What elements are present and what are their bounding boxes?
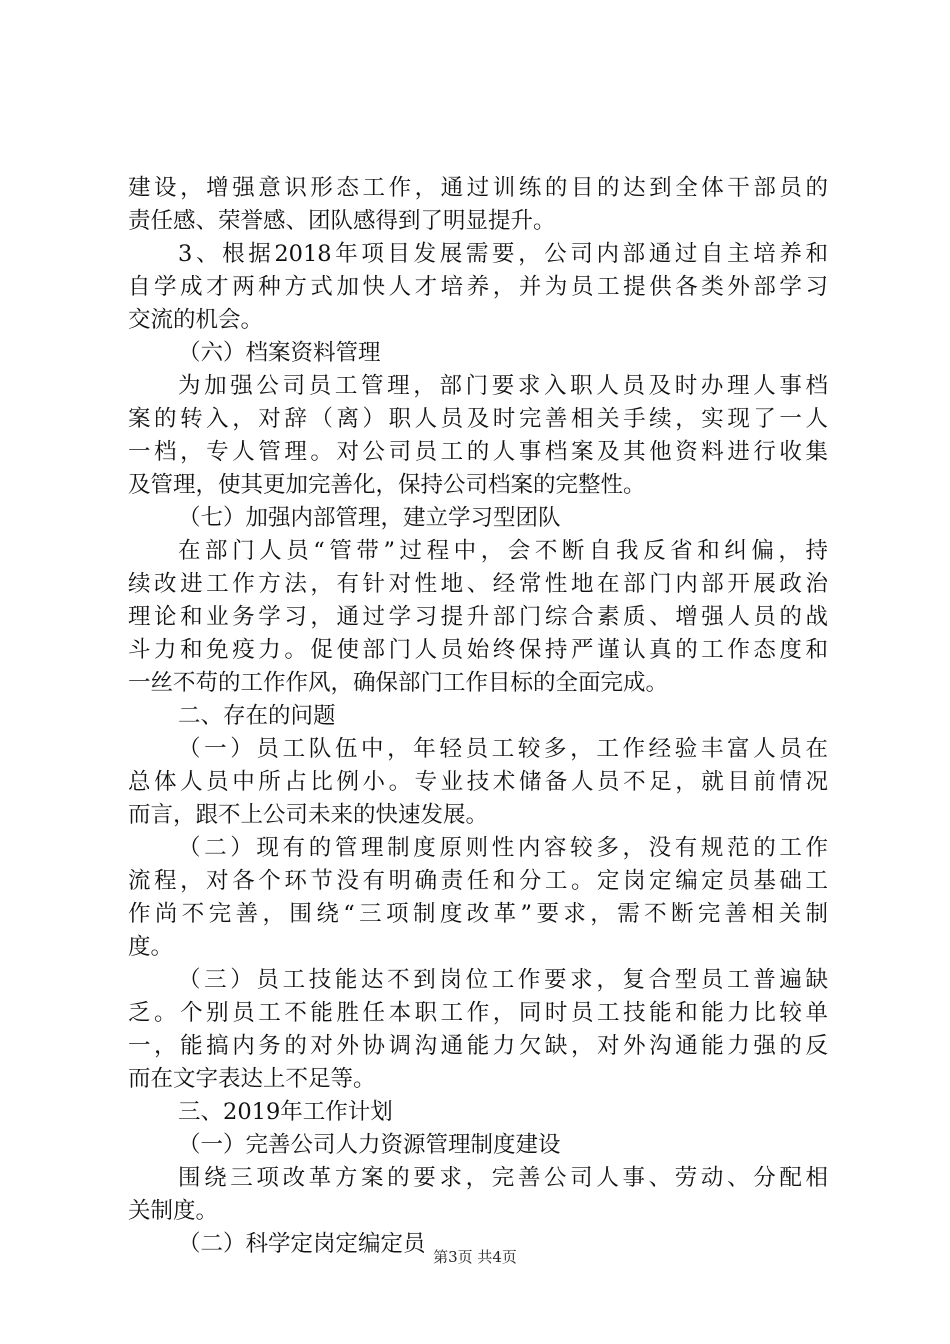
text-line: 斗力和免疫力。促使部门人员始终保持严谨认真的工作态度和	[128, 637, 828, 663]
text-line: 一，能搞内务的对外协调沟通能力欠缺，对外沟通能力强的反	[128, 1033, 828, 1059]
text-line: （六）档案资料管理	[178, 340, 381, 366]
text-line: （一）员工队伍中，年轻员工较多，工作经验丰富人员在	[178, 736, 828, 762]
text-line: 责任感、荣誉感、团队感得到了明显提升。	[128, 208, 556, 234]
text-line: （二）现有的管理制度原则性内容较多，没有规范的工作	[178, 835, 828, 861]
text-line: 为加强公司员工管理，部门要求入职人员及时办理人事档	[178, 373, 828, 399]
text-line: （二）科学定岗定编定员	[178, 1231, 426, 1257]
text-line: 度。	[128, 934, 174, 960]
text-line: 三、2019年工作计划	[178, 1099, 393, 1125]
text-line: 理论和业务学习，通过学习提升部门综合素质、增强人员的战	[128, 604, 828, 630]
text-line: 乏。个别员工不能胜任本职工作，同时员工技能和能力比较单	[128, 1000, 828, 1026]
text-line: 流程，对各个环节没有明确责任和分工。定岗定编定员基础工	[128, 868, 828, 894]
document-body	[128, 172, 828, 1261]
text-line: 自学成才两种方式加快人才培养，并为员工提供各类外部学习	[128, 274, 828, 300]
text-line: 在部门人员“管带”过程中，会不断自我反省和纠偏，持	[178, 538, 828, 564]
text-line: 交流的机会。	[128, 307, 264, 333]
page-footer: 第3页 共4页	[433, 1248, 517, 1266]
text-line: （七）加强内部管理，建立学习型团队	[178, 505, 561, 531]
text-line: （三）员工技能达不到岗位工作要求，复合型员工普遍缺	[178, 967, 828, 993]
text-line: 围绕三项改革方案的要求，完善公司人事、劳动、分配相	[178, 1165, 828, 1191]
text-line: 一丝不苟的工作作风，确保部门工作目标的全面完成。	[128, 670, 669, 696]
text-line: 总体人员中所占比例小。专业技术储备人员不足，就目前情况	[128, 769, 828, 795]
text-line: 及管理，使其更加完善化，保持公司档案的完整性。	[128, 472, 646, 498]
text-line: 续改进工作方法，有针对性地、经常性地在部门内部开展政治	[128, 571, 828, 597]
text-line: 而在文字表达上不足等。	[128, 1066, 376, 1092]
text-line: 而言，跟不上公司未来的快速发展。	[128, 802, 489, 828]
text-line: 案的转入，对辞（离）职人员及时完善相关手续，实现了一人	[128, 406, 828, 432]
text-line: 作尚不完善，围绕“三项制度改革”要求，需不断完善相关制	[128, 901, 828, 927]
text-line: 建设，增强意识形态工作，通过训练的目的达到全体干部员的	[128, 175, 828, 201]
text-line: 关制度。	[128, 1198, 219, 1224]
text-line: 二、存在的问题	[178, 703, 336, 729]
text-line: （一）完善公司人力资源管理制度建设	[178, 1132, 561, 1158]
text-line: 一档，专人管理。对公司员工的人事档案及其他资料进行收集	[128, 439, 828, 465]
text-line: 3、根据2018年项目发展需要，公司内部通过自主培养和	[178, 241, 828, 267]
